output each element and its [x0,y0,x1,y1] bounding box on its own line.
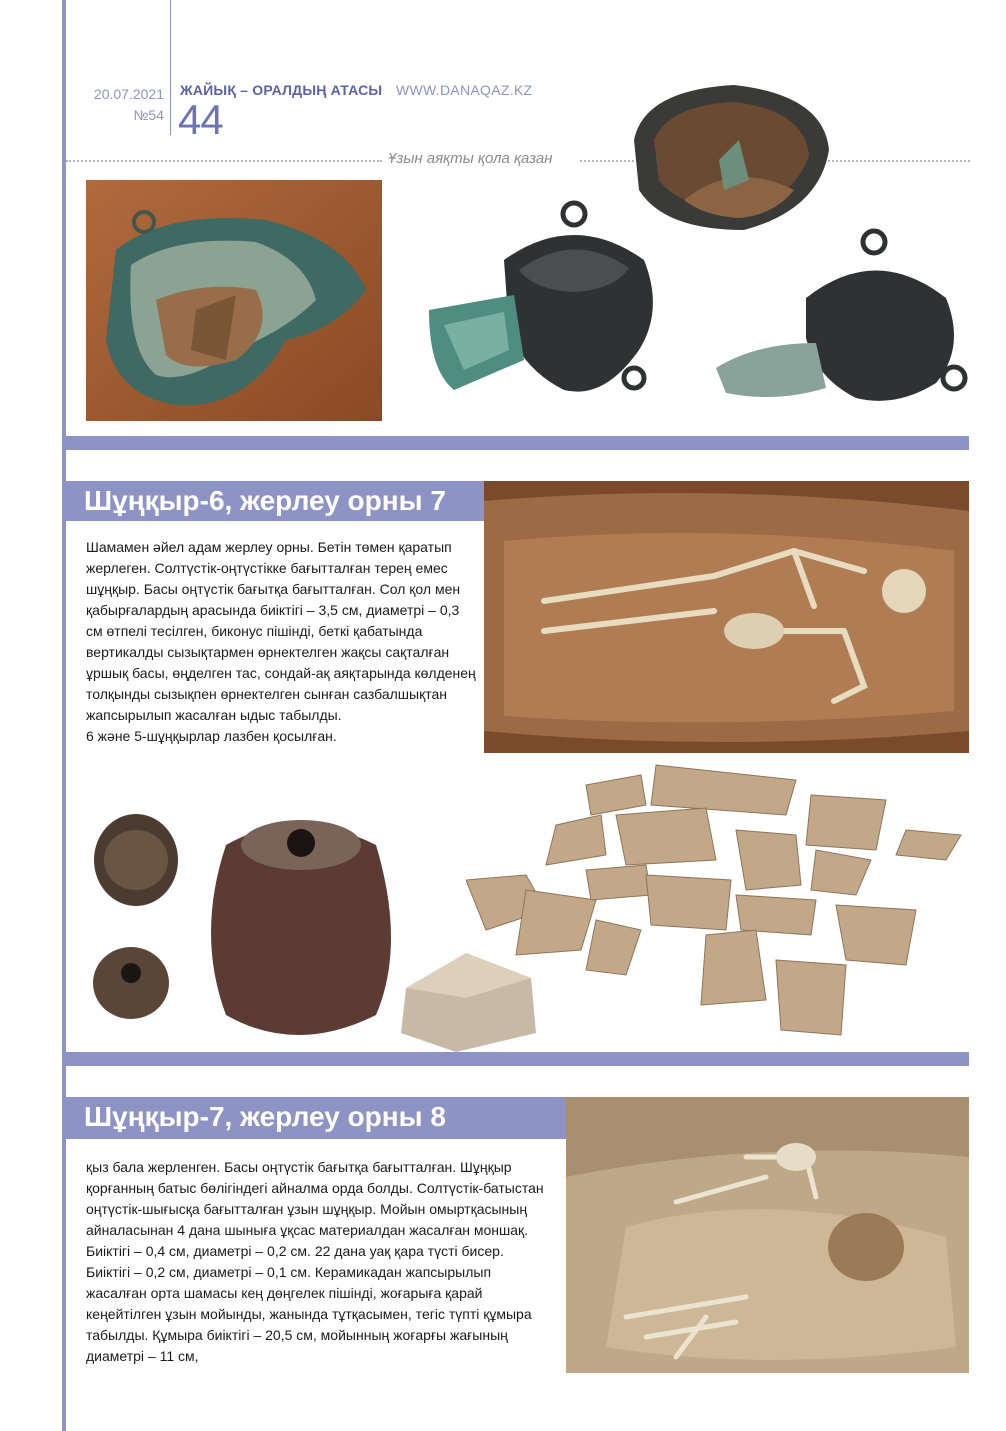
section-band [62,436,969,450]
website-link[interactable]: WWW.DANAQAZ.KZ [396,82,533,98]
column-title: ЖАЙЫҚ – ОРАЛДЫҢ АТАСЫ [180,82,383,98]
section6-paragraph2: 6 және 5-шұңқырлар лазбен қосылған. [86,728,337,744]
issue-info [80,84,164,126]
section6-paragraph: Шамамен әйел адам жерлеу орны. Бетін төмен қаратып жерлеген. Солтүстік-оңтүстікке бағытталған терең емес шұңқыр. Басы оңтүстік бағытқа бағытталған. Сол қол мен қабырғалардың арасында биіктігі – 3,5 см, диаметрі – 0,3 см өтпелі тесілген, биконус пішінді, беткі қабатында вертикалды сызықтармен өрнектелген жақсы сақталған ұршық басы, өңделген тас, сондай-ақ аяқтарында көлденең толқынды сызықпен өрнектелген сынған сазбалшықтан жапсырылып жасалған ыдыс табылды. [86,539,476,723]
left-rule [62,0,66,1431]
photo-caption: Ұзын аяқты қола қазан [388,150,553,167]
header-divider [170,0,171,135]
section7-text [86,1157,546,1367]
section7-heading: Шұңқыр-7, жерлеу орны 8 [62,1097,578,1139]
issue-date: 20.07.2021 [93,86,164,102]
burial8-skeleton-photo [566,1097,969,1373]
cauldron-excavation-photo [86,180,382,421]
section6-text [86,537,476,747]
spindle-whorl-photos [86,805,392,1055]
burial7-skeleton-photo [484,481,969,753]
page-number: 44 [178,96,223,143]
issue-number: №54 [133,107,164,123]
section7-paragraph: қыз бала жерленген. Басы оңтүстік бағытқа бағытталған. Шұңқыр қорғанның батыс бөлігіндегі айналма орда болды. Солтүстік-батыстан оңтүстік-шығысқа бағытталған ұзын шұңқыр. Мойын омыртқасының айналасынан 4 дана шыныға ұқсас материалдан жасалған моншақ. Биіктігі – 0,4 см, диаметрі – 0,2 см. 22 дана уақ қара түсті бисер. Биіктігі – 0,2 см, диаметрі – 0,1 см. Керамикадан жапсырылып жасалған орта шамасы кең дөңгелек пішінді, жоғарыға қарай кеңейтілген ұзын мойынды, жанында тұтқасымен, тегіс түпті құмыра табылды. Құмыра биіктігі – 20,5 см, мойынның жоғарғы жағының диаметрі – 11 см, [86,1159,544,1364]
section6-heading: Шұңқыр-6, жерлеу орны 7 [62,481,511,521]
section-band [62,1052,969,1066]
cauldron-top-photo [624,80,836,240]
cauldron-bottom-photo [716,228,972,408]
dotted-divider-left [66,160,382,162]
ceramic-fragments-photo [466,760,970,1042]
